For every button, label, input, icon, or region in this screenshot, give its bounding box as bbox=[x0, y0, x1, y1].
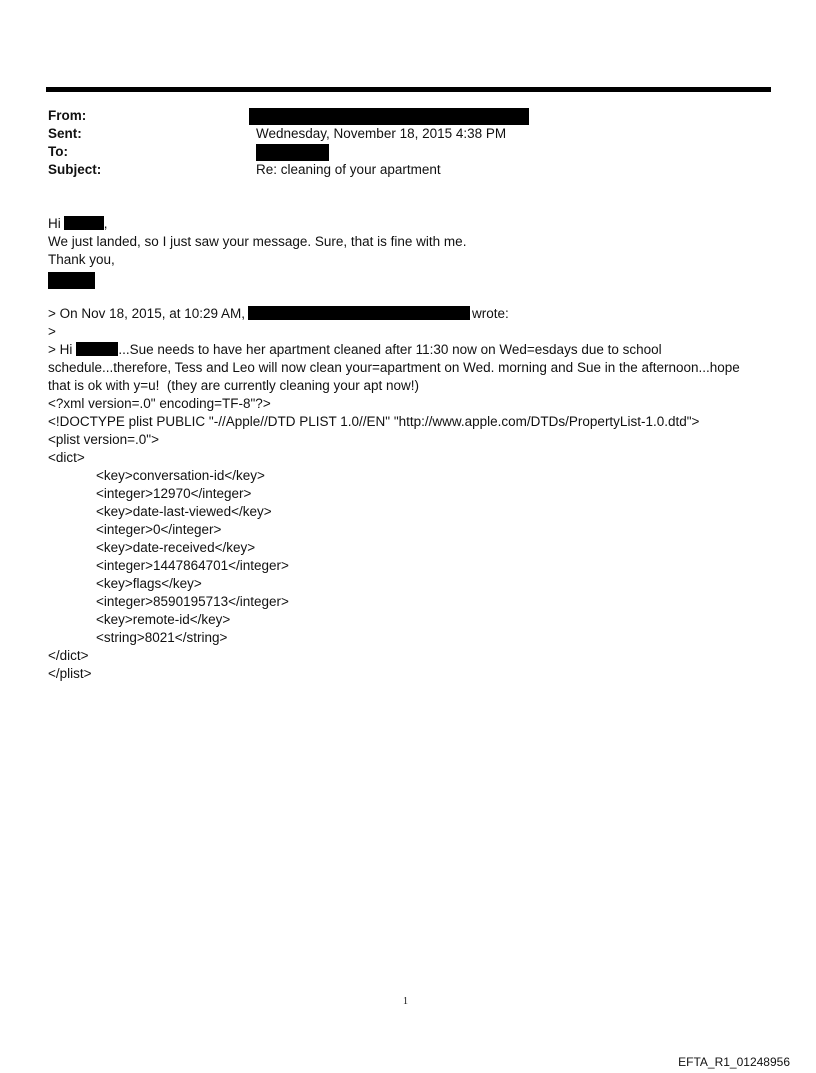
subject-label: Subject: bbox=[48, 162, 102, 177]
plist-entry: <key>date-received</key> bbox=[96, 540, 256, 555]
quoted-name-redaction bbox=[76, 342, 118, 356]
quoted-line-3: that is ok with y=u! (they are currently cleaning your apt now!) bbox=[48, 378, 420, 393]
plist-entry: <key>flags</key> bbox=[96, 576, 202, 591]
quoted-intro-prefix: > On Nov 18, 2015, at 10:29 AM, bbox=[48, 306, 246, 321]
quoted-hi-line bbox=[48, 341, 662, 359]
dict-open-tag: <dict> bbox=[48, 450, 85, 465]
subject-value: Re: cleaning of your apartment bbox=[256, 162, 441, 177]
message-line-1: We just landed, so I just saw your message. Sure, that is fine with me. bbox=[48, 234, 467, 249]
quoted-blank-line: > bbox=[48, 324, 56, 339]
quoted-line-2: schedule...therefore, Tess and Leo will now clean your=apartment on Wed. morning and Sue in the afternoon...hope bbox=[48, 360, 740, 375]
signature-redaction bbox=[48, 272, 95, 289]
plist-close-tag: </plist> bbox=[48, 666, 92, 681]
quoted-intro-suffix: wrote: bbox=[472, 306, 509, 321]
sent-label: Sent: bbox=[48, 126, 82, 141]
quoted-intro bbox=[48, 305, 509, 323]
sent-value: Wednesday, November 18, 2015 4:38 PM bbox=[256, 126, 507, 141]
message-line-2: Thank you, bbox=[48, 252, 115, 267]
greeting-comma: , bbox=[103, 216, 108, 231]
page-number: 1 bbox=[403, 996, 408, 1007]
from-label: From: bbox=[48, 108, 87, 123]
plist-doctype: <!DOCTYPE plist PUBLIC "-//Apple//DTD PLIST 1.0//EN" "http://www.apple.com/DTDs/PropertyList-1.0.dtd"> bbox=[48, 414, 700, 429]
to-redaction bbox=[256, 144, 329, 161]
document-id: EFTA_R1_01248956 bbox=[678, 1055, 790, 1069]
from-redaction bbox=[249, 108, 529, 125]
to-label: To: bbox=[48, 144, 68, 159]
plist-entry: <integer>0</integer> bbox=[96, 522, 222, 537]
plist-xml-declaration: <?xml version=.0" encoding=TF-8"?> bbox=[48, 396, 271, 411]
quoted-hi-rest: ...Sue needs to have her apartment cleaned after 11:30 now on Wed=esdays due to school bbox=[118, 342, 662, 357]
plist-entry: <integer>12970</integer> bbox=[96, 486, 252, 501]
greeting-name-redaction bbox=[64, 216, 104, 230]
plist-entry: <key>date-last-viewed</key> bbox=[96, 504, 272, 519]
plist-entry: <key>remote-id</key> bbox=[96, 612, 231, 627]
dict-close-tag: </dict> bbox=[48, 648, 89, 663]
plist-entry: <key>conversation-id</key> bbox=[96, 468, 265, 483]
quoted-sender-redaction bbox=[248, 306, 470, 320]
plist-entry: <integer>1447864701</integer> bbox=[96, 558, 289, 573]
header-rule bbox=[46, 87, 771, 92]
quoted-hi-prefix: > Hi bbox=[48, 342, 73, 357]
greeting-line bbox=[48, 215, 108, 233]
plist-entry: <integer>8590195713</integer> bbox=[96, 594, 289, 609]
plist-open-tag: <plist version=.0"> bbox=[48, 432, 159, 447]
greeting-text: Hi bbox=[48, 216, 61, 231]
plist-entry: <string>8021</string> bbox=[96, 630, 228, 645]
